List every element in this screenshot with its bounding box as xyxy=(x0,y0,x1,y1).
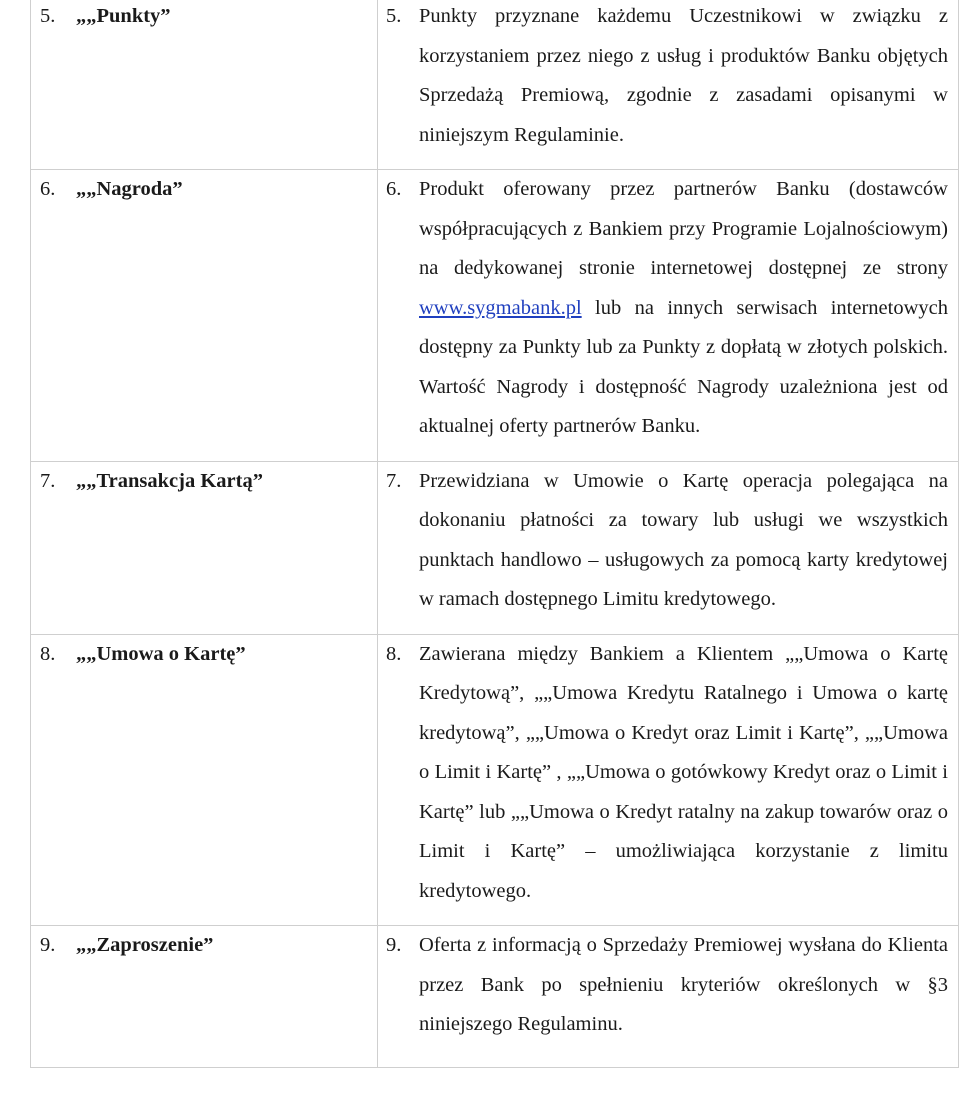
term-label: „„Punkty” xyxy=(76,5,171,27)
definition-row-nagroda xyxy=(31,170,959,462)
definition-text-after-link: lub na innych serwisach internetowych dostępny za Punkty lub za Punkty z dopłatą w złotych polskich. Wartość Nagrody i dostępność Nagrody uzależniona jest od aktualnej oferty partnerów Banku. xyxy=(419,296,948,437)
definition-cell xyxy=(378,0,959,170)
term-nagroda xyxy=(31,170,377,210)
term-cell xyxy=(31,634,378,926)
term-number: 9. xyxy=(40,934,56,956)
term-number: 8. xyxy=(40,642,56,665)
definition-cell xyxy=(378,461,959,634)
term-label: „„Zaproszenie” xyxy=(76,934,214,956)
term-cell xyxy=(31,926,378,1068)
definition-row-transakcja-karta xyxy=(31,461,959,634)
definition-punkty xyxy=(378,0,958,169)
definition-row-zaproszenie xyxy=(31,926,959,1068)
definition-nagroda xyxy=(378,170,958,461)
definition-text: Przewidziana w Umowie o Kartę operacja polegająca na dokonaniu płatności za towary lub usługi we wszystkich punktach handlowo – usługowych za pomocą karty kredytowej w ramach dostępnego Limitu kredytowego. xyxy=(419,469,948,610)
definition-number: 8. xyxy=(386,642,402,665)
term-cell xyxy=(31,170,378,462)
term-cell xyxy=(31,461,378,634)
definition-text-before-link: Produkt oferowany przez partnerów Banku (dostawców współpracujących z Bankiem przy Programie Lojalnościowym) na dedykowanej stronie internetowej dostępnej ze strony xyxy=(419,178,948,279)
definition-row-punkty xyxy=(31,0,959,170)
definition-number: 5. xyxy=(386,5,402,27)
definition-transakcja-karta xyxy=(378,462,958,634)
definition-number: 6. xyxy=(386,178,402,200)
term-number: 5. xyxy=(40,5,56,27)
definition-umowa-o-karte xyxy=(378,635,958,926)
term-transakcja-karta xyxy=(31,462,377,502)
definition-cell xyxy=(378,170,959,462)
term-umowa-o-karte xyxy=(31,635,377,675)
definition-text: Oferta z informacją o Sprzedaży Premiowej wysłana do Klienta przez Bank po spełnieniu kryteriów określonych w §3 niniejszego Regulaminu. xyxy=(419,934,948,1035)
definition-number: 7. xyxy=(386,469,402,492)
term-punkty xyxy=(31,0,377,37)
definition-number: 9. xyxy=(386,934,402,956)
definition-cell xyxy=(378,634,959,926)
definition-row-umowa-o-karte xyxy=(31,634,959,926)
definition-cell xyxy=(378,926,959,1068)
definition-text: Zawierana między Bankiem a Klientem „„Umowa o Kartę Kredytową”, „„Umowa Kredytu Ratalnego i Umowa o kartę kredytową”, „„Umowa o Kredyt oraz Limit i Kartę”, „„Umowa o Limit i Kartę” , „„Umowa o gotówkowy Kredyt oraz o Limit i Kartę” lub „„Umowa o Kredyt ratalny na zakup towarów oraz o Limit i Kartę” – umożliwiająca korzystanie z limitu kredytowego. xyxy=(419,642,948,902)
term-label: „„Transakcja Kartą” xyxy=(76,469,263,492)
term-label: „„Umowa o Kartę” xyxy=(76,642,246,665)
definition-text: Punkty przyznane każdemu Uczestnikowi w związku z korzystaniem przez niego z usług i produktów Banku objętych Sprzedażą Premiową, zgodnie z zasadami opisanymi w niniejszym Regulaminie. xyxy=(419,5,948,146)
term-zaproszenie xyxy=(31,926,377,966)
term-number: 6. xyxy=(40,178,56,200)
definitions-table xyxy=(30,0,959,1068)
term-cell xyxy=(31,0,378,170)
term-label: „„Nagroda” xyxy=(76,178,183,200)
definition-zaproszenie xyxy=(378,926,958,1067)
sygmabank-link[interactable]: www.sygmabank.pl xyxy=(419,296,582,319)
term-number: 7. xyxy=(40,469,56,492)
